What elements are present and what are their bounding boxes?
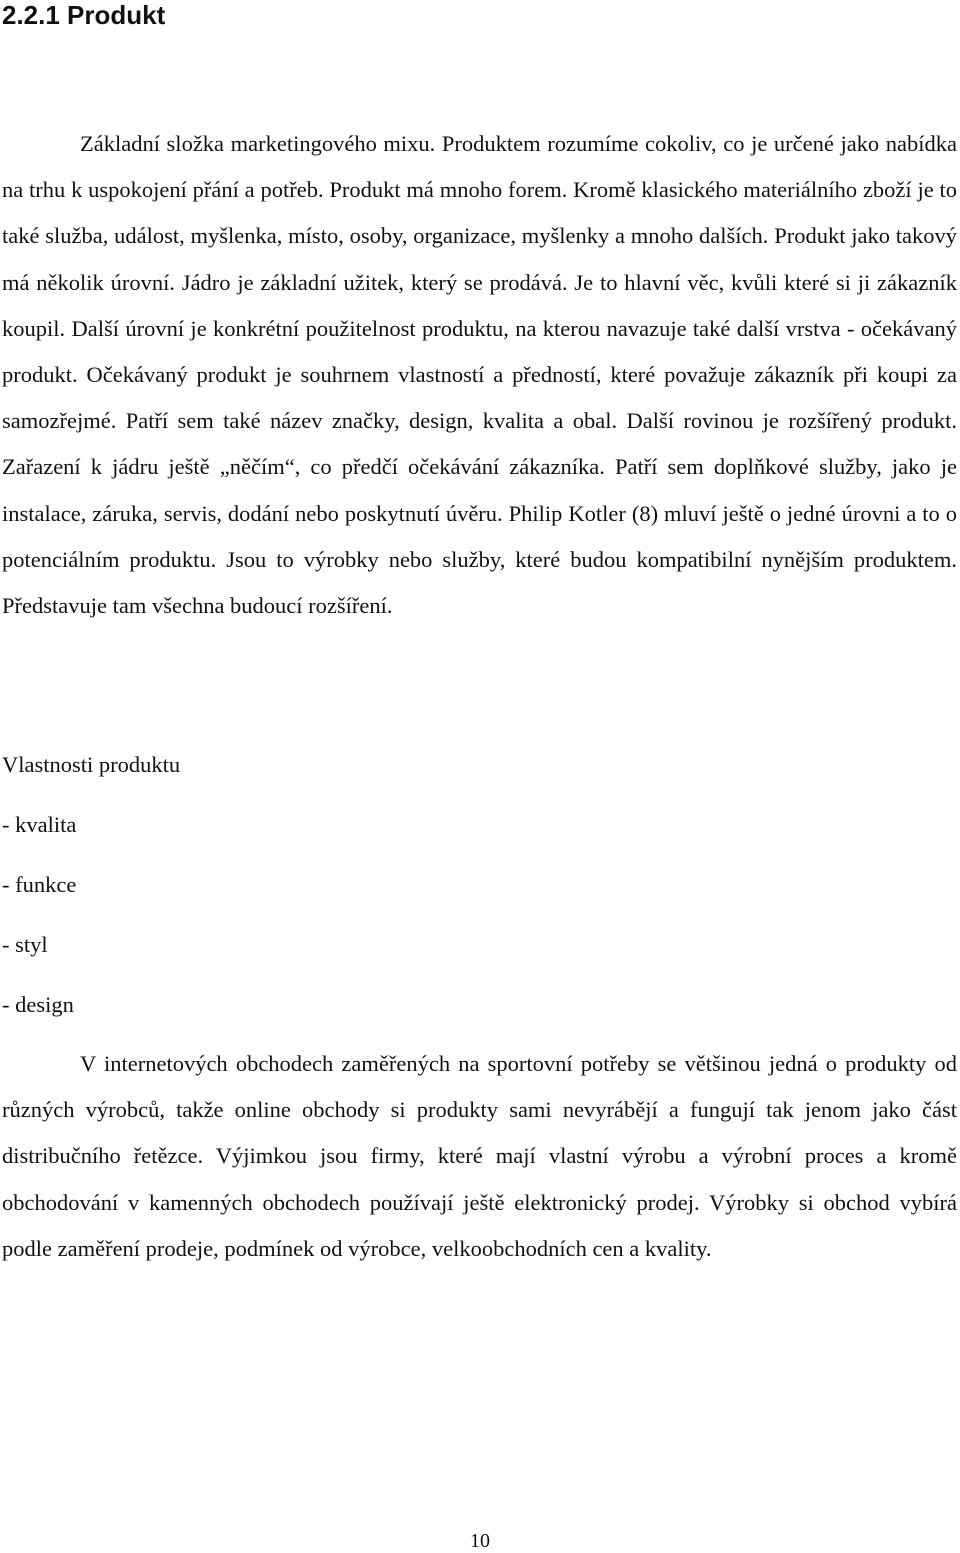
paragraph-product [2, 121, 957, 629]
list-item: - funkce [2, 872, 77, 897]
list-item: - styl [2, 932, 48, 957]
list-title: Vlastnosti produktu [2, 752, 181, 777]
list-item: - kvalita [2, 812, 77, 837]
paragraph-product-text: Základní složka marketingového mixu. Produktem rozumíme cokoliv, co je určené jako nabídka na trhu k uspokojení přání a potřeb. Produkt má mnoho forem. Kromě klasického materiálního zboží je to také služba, událost, myšlenka, místo, osoby, organizace, myšlenky a mnoho dalších. Produkt jako takový má několik úrovní. Jádro je základní užitek, který se prodává. Je to hlavní věc, kvůli které si ji zákazník koupil. Další úrovní je konkrétní použitelnost produktu, na kterou navazuje také další vrstva - očekávaný produkt. Očekávaný produkt je souhrnem vlastností a předností, které považuje zákazník při koupi za samozřejmé. Patří sem také název značky, design, kvalita a obal. Další rovinou je rozšířený produkt. Zařazení k jádru ještě „něčím“, co předčí očekávání zákazníka. Patří sem doplňkové služby, jako je instalace, záruka, servis, dodání nebo poskytnutí úvěru. Philip Kotler (8) mluví ještě o jedné úrovni a to o potenciálním produktu. Jsou to výrobky nebo služby, které budou kompatibilní nynějším produktem. Představuje tam všechna budoucí rozšíření. [2, 131, 957, 619]
section-heading: 2.2.1 Produkt [2, 0, 166, 30]
paragraph-eshops [2, 1041, 957, 1272]
list-item: - design [2, 992, 74, 1017]
paragraph-eshops-text: V internetových obchodech zaměřených na sportovní potřeby se většinou jedná o produkty od různých výrobců, takže online obchody si produkty sami nevyrábějí a fungují tak jenom jako část distribučního řetězce. Výjimkou jsou firmy, které mají vlastní výrobu a výrobní proces a kromě obchodování v kamenných obchodech používají ještě elektronický prodej. Výrobky si obchod vybírá podle zaměření prodeje, podmínek od výrobce, velkoobchodních cen a kvality. [2, 1051, 957, 1261]
page-number: 10 [470, 1530, 490, 1552]
